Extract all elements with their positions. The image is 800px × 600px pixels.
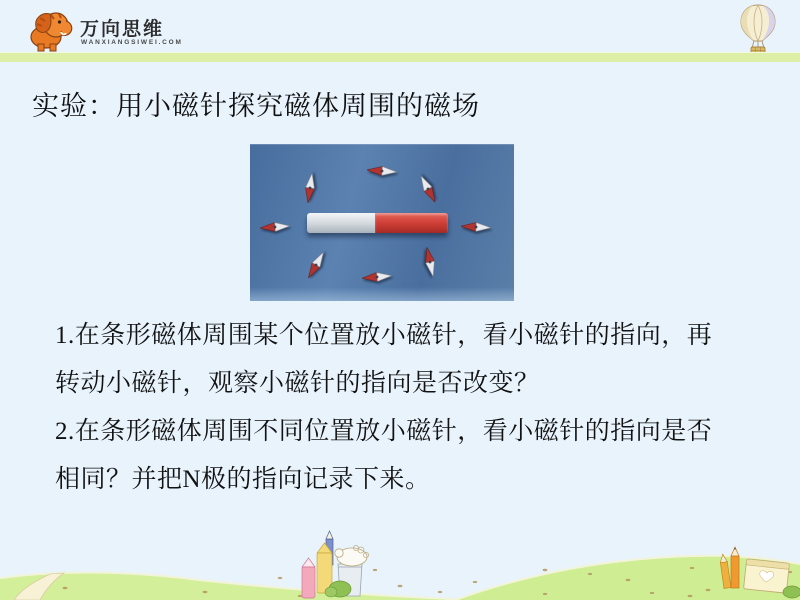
instruction-2-line-1: 2.在条形磁体周围不同位置放小磁针，看小磁针的指向是否 <box>55 418 713 445</box>
brand-domain: WANXIANGSIWEI.COM <box>81 39 183 46</box>
brand-name: 万向思维 <box>80 19 165 40</box>
logo <box>28 8 218 52</box>
compass-needle-icon <box>416 173 441 205</box>
elephant-logo-icon <box>28 8 76 52</box>
compass-needle-icon <box>302 172 318 203</box>
compass-needle-icon <box>303 249 328 281</box>
instructions <box>55 312 765 504</box>
landscape-decoration <box>0 508 800 600</box>
header-divider-stripe <box>0 52 800 62</box>
instruction-2-line-2: 相同？并把N极的指向记录下来。 <box>55 466 431 493</box>
compass-needle-icon <box>260 220 291 234</box>
compass-needle-icon <box>367 164 398 178</box>
experiment-photo <box>250 144 514 301</box>
compass-needle-icon <box>362 270 393 285</box>
magnet-north-half <box>375 213 448 233</box>
compass-needle-icon <box>421 246 439 278</box>
instruction-1-line-2: 转动小磁针，观察小磁针的指向是否改变？ <box>55 370 540 397</box>
bar-magnet <box>307 213 448 233</box>
hot-air-balloon-icon <box>735 3 781 55</box>
magnet-south-half <box>307 213 375 233</box>
page-title: 实验：用小磁针探究磁体周围的磁场 <box>32 91 480 121</box>
compass-needle-icon <box>461 220 492 234</box>
instruction-1-line-1: 1.在条形磁体周围某个位置放小磁针，看小磁针的指向，再 <box>55 322 713 349</box>
crayon-characters <box>302 531 369 598</box>
